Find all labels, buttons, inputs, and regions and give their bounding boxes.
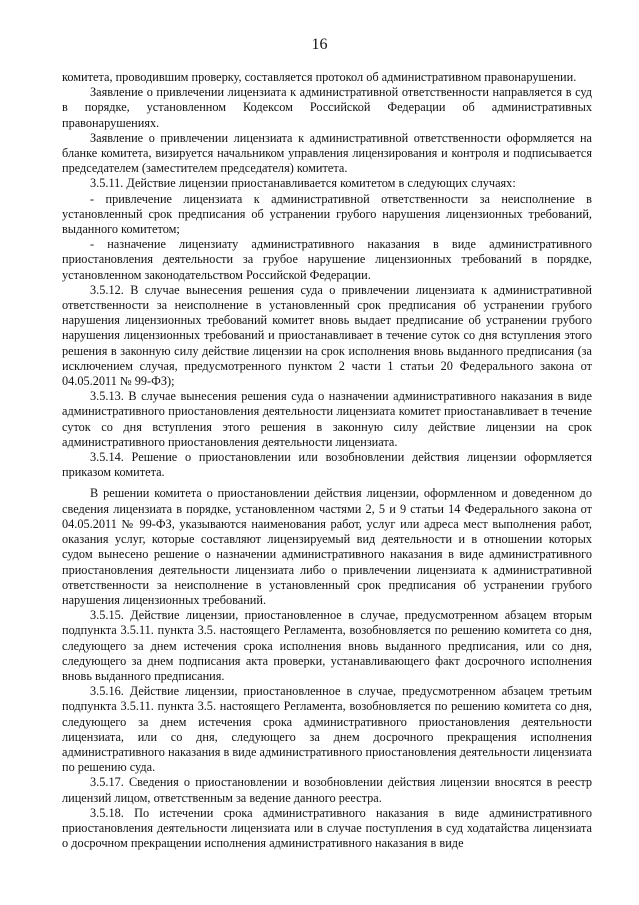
paragraph: Заявление о привлечении лицензиата к административной ответственности оформляется на бланке комитета, визируется начальником управления лицензирования и контроля и подписывается председателем (заместителем председателя) комитета. bbox=[62, 130, 592, 176]
paragraph: В решении комитета о приостановлении действия лицензии, оформленном и доведенном до сведения лицензиата в порядке, установленном частями 2, 5 и 9 статьи 14 Федерального закона от 04.05.2011 № 99-ФЗ, указываются наименования работ, услуг или адреса мест выполнения работ, оказания услуг, которые составляют лицензируемый вид деятельности и в отношении которых судом вынесено решение о назначении административного наказания в виде административного приостановления деятельности лицензиата либо о привлечении лицензиата к административной ответственности за неисполнение в установленный срок предписания об устранении грубого нарушения лицензионных требований. bbox=[62, 486, 592, 607]
paragraph: 3.5.11. Действие лицензии приостанавливается комитетом в следующих случаях: bbox=[90, 176, 516, 191]
page-number: 16 bbox=[311, 36, 328, 53]
paragraph: комитета, проводившим проверку, составляется протокол об административном правонарушении. bbox=[62, 70, 577, 84]
paragraph: 3.5.16. Действие лицензии, приостановленное в случае, предусмотренном абзацем третьим подпункта 3.5.11. пункта 3.5. настоящего Регламента, возобновляется по решению комитета со дня, следующего за днем истечения срока административного приостановления деятельности лицензиата, или со дня, следующего за днем досрочного прекращения исполнения административного наказания в виде административного приостановления деятельности лицензиата по решению суда. bbox=[62, 684, 592, 775]
paragraph: 3.5.14. Решение о приостановлении или возобновлении действия лицензии оформляется приказом комитета. bbox=[62, 450, 592, 480]
list-item: - назначение лицензиату административного наказания в виде административного приостановления деятельности за грубое нарушение лицензионных требований в порядке, установленном законодательством Российской Федерации. bbox=[62, 237, 592, 282]
paragraph: 3.5.18. По истечении срока административного наказания в виде административного приостановления деятельности лицензиата или в случае поступления в суд ходатайства лицензиата о досрочном прекращении исполнения административного наказания в виде bbox=[62, 805, 592, 851]
list-item: - привлечение лицензиата к административной ответственности за неисполнение в установленный срок предписания об устранении грубого нарушения лицензионных требований, выданного комитетом; bbox=[62, 191, 592, 237]
paragraph: 3.5.17. Сведения о приостановлении и возобновлении действия лицензии вносятся в реестр лицензий лицом, ответственным за ведение данного реестра. bbox=[62, 775, 592, 805]
paragraph: 3.5.13. В случае вынесения решения суда о назначении административного наказания в виде административного приостановления деятельности лицензиата комитет приостанавливает в течение суток со дня вступления этого решения в законную силу действие лицензии на срок административного приостановления деятельности лицензиата. bbox=[62, 389, 592, 449]
document-body bbox=[62, 70, 592, 851]
paragraph: Заявление о привлечении лицензиата к административной ответственности направляется в суд в порядке, установленном Кодексом Российской Федерации об административных правонарушениях. bbox=[62, 85, 592, 130]
paragraph: 3.5.15. Действие лицензии, приостановленное в случае, предусмотренном абзацем вторым подпункта 3.5.11. пункта 3.5. настоящего Регламента, возобновляется по решению комитета со дня, следующего за днем истечения срока исполнения вновь выданного предписания, или со дня, следующего за днем подписания акта проверки, устанавливающего факт досрочного исполнения вновь выданного предписания. bbox=[62, 608, 592, 683]
paragraph: 3.5.12. В случае вынесения решения суда о привлечении лицензиата к административной ответственности за неисполнение в установленный срок предписания об устранении грубого нарушения лицензионных требований комитет вновь выдает предписание об устранении грубого нарушения лицензионных требований и приостанавливает в течение суток со дня вступления этого решения в законную силу действие лицензии на срок исполнения вновь выданного предписания (за исключением случая, предусмотренного пунктом 2 части 1 статьи 20 Федерального закона от 04.05.2011 № 99-ФЗ); bbox=[62, 282, 592, 389]
